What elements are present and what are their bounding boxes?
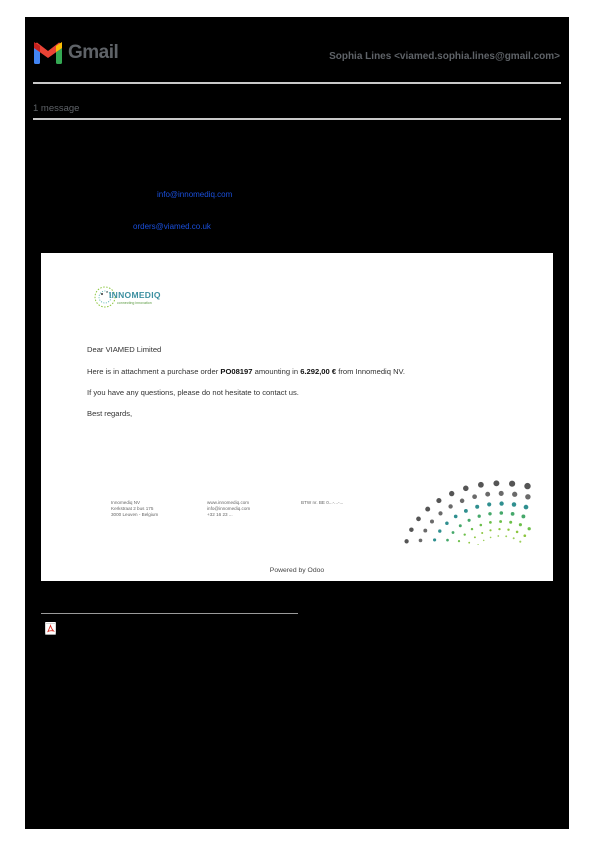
swirl-dot	[452, 531, 455, 534]
swirl-dot	[430, 519, 434, 523]
swirl-dot	[488, 512, 491, 515]
gmail-wordmark: Gmail	[68, 42, 119, 63]
swirl-dot	[498, 528, 500, 530]
swirl-dot	[487, 502, 491, 506]
innomediq-logo	[93, 283, 183, 315]
swirl-dot	[489, 529, 491, 531]
swirl-dot	[448, 504, 452, 508]
swirl-dot	[438, 529, 441, 532]
swirl-dot	[433, 538, 436, 541]
swirl-dot	[416, 517, 421, 522]
swirl-dot	[512, 502, 517, 507]
closing: Best regards,	[87, 409, 133, 418]
swirl-dot	[483, 540, 485, 542]
footer-website: www.innomediq.com	[207, 500, 250, 505]
swirl-dot	[524, 483, 530, 489]
swirl-dot	[521, 514, 525, 518]
swirl-dot	[519, 541, 521, 543]
swirl-dot	[528, 527, 531, 530]
contact-line: If you have any questions, please do not hesitate to contact us.	[87, 388, 299, 397]
swirl-dot	[519, 523, 522, 526]
pdf-file-icon[interactable]	[45, 622, 56, 634]
swirl-dot	[477, 544, 478, 545]
swirl-dot	[509, 521, 512, 524]
logo-tagline: connecting innovation	[117, 301, 152, 305]
swirl-dot	[525, 494, 530, 499]
swirl-dot	[468, 542, 470, 544]
swirl-dot	[516, 531, 519, 534]
swirl-dot	[458, 540, 460, 542]
swirl-dot	[505, 535, 507, 537]
swirl-dot	[471, 528, 473, 530]
swirl-dot	[459, 524, 462, 527]
logo-wordmark: INNOMEDIQ	[109, 290, 161, 300]
message-count: 1 message	[33, 103, 80, 114]
footer-email: info@innomediq.com	[207, 506, 251, 511]
swirl-dot	[509, 481, 515, 487]
swirl-dot	[404, 539, 408, 543]
recipient-email-link[interactable]: orders@viamed.co.uk	[133, 222, 211, 231]
swirl-dot	[478, 482, 484, 488]
swirl-dot	[438, 511, 442, 515]
po-text-pre: Here is in attachment a purchase order	[87, 367, 221, 376]
swirl-dot	[425, 507, 430, 512]
gmail-logo[interactable]	[33, 41, 118, 65]
swirl-dot	[454, 515, 458, 519]
swirl-dot	[499, 501, 503, 505]
po-text-mid: amounting in	[252, 367, 301, 376]
swirl-dot	[497, 535, 499, 537]
swirl-dot	[480, 524, 483, 527]
po-number: PO08197	[220, 367, 253, 376]
greeting: Dear VIAMED Limited	[87, 345, 162, 354]
swirl-dot	[511, 512, 515, 516]
swirl-dot	[464, 509, 468, 513]
footer-phone: +32 16 23 ...	[207, 512, 233, 517]
swirl-dot	[507, 528, 509, 530]
swirl-dot	[419, 539, 423, 543]
swirl-dot	[409, 527, 414, 532]
po-text-post: from Innomediq NV.	[336, 367, 406, 376]
po-message	[87, 367, 405, 376]
footer-address-2: 3000 Leuven - Belgium	[111, 512, 159, 517]
swirl-dot	[499, 491, 504, 496]
swirl-dot	[472, 494, 477, 499]
swirl-dot	[485, 492, 490, 497]
print-page	[25, 17, 569, 829]
swirl-dot	[474, 536, 476, 538]
swirl-dot	[499, 520, 502, 523]
email-body	[41, 253, 553, 581]
swirl-dot	[436, 498, 441, 503]
powered-by-odoo: Powered by Odoo	[269, 567, 325, 574]
swirl-dot	[475, 505, 479, 509]
footer-company: Innomediq NV	[111, 500, 141, 505]
swirl-dot	[449, 491, 454, 496]
account-name: Sophia Lines <viamed.sophia.lines@gmail.com>	[329, 51, 560, 62]
swirl-dot	[445, 521, 449, 525]
swirl-dot	[524, 505, 529, 510]
swirl-dot	[463, 486, 469, 492]
swirl-dot	[512, 492, 517, 497]
footer-address-1: Kerkstraat 2 bus 175	[111, 506, 154, 511]
footer-vat	[301, 500, 343, 506]
footer-address	[111, 500, 158, 518]
gmail-m-icon	[33, 41, 63, 65]
swirl-dot	[481, 532, 483, 534]
footer-vat-number: BTW nr. BE 0...-...-...	[301, 500, 344, 505]
attachment-divider	[41, 613, 298, 614]
sender-email-link[interactable]: info@innomediq.com	[157, 190, 233, 199]
swirl-dot	[446, 539, 449, 542]
swirl-dot	[500, 511, 504, 515]
swirl-dot	[423, 529, 427, 533]
footer-contact	[207, 500, 250, 518]
thread-divider	[33, 118, 561, 120]
swirl-dot	[460, 499, 465, 504]
swirl-dot	[493, 480, 499, 486]
po-amount: 6.292,00 €	[300, 367, 337, 376]
swirl-dot	[478, 515, 481, 518]
footer-swirl-graphic	[381, 463, 531, 545]
header-divider	[33, 82, 561, 84]
swirl-dot	[464, 533, 466, 535]
pdf-glyph-icon	[45, 623, 56, 635]
swirl-dot	[489, 521, 492, 524]
swirl-dot	[468, 519, 471, 522]
swirl-dot	[490, 537, 492, 539]
swirl-dot	[513, 537, 515, 539]
swirl-dot	[523, 534, 526, 537]
